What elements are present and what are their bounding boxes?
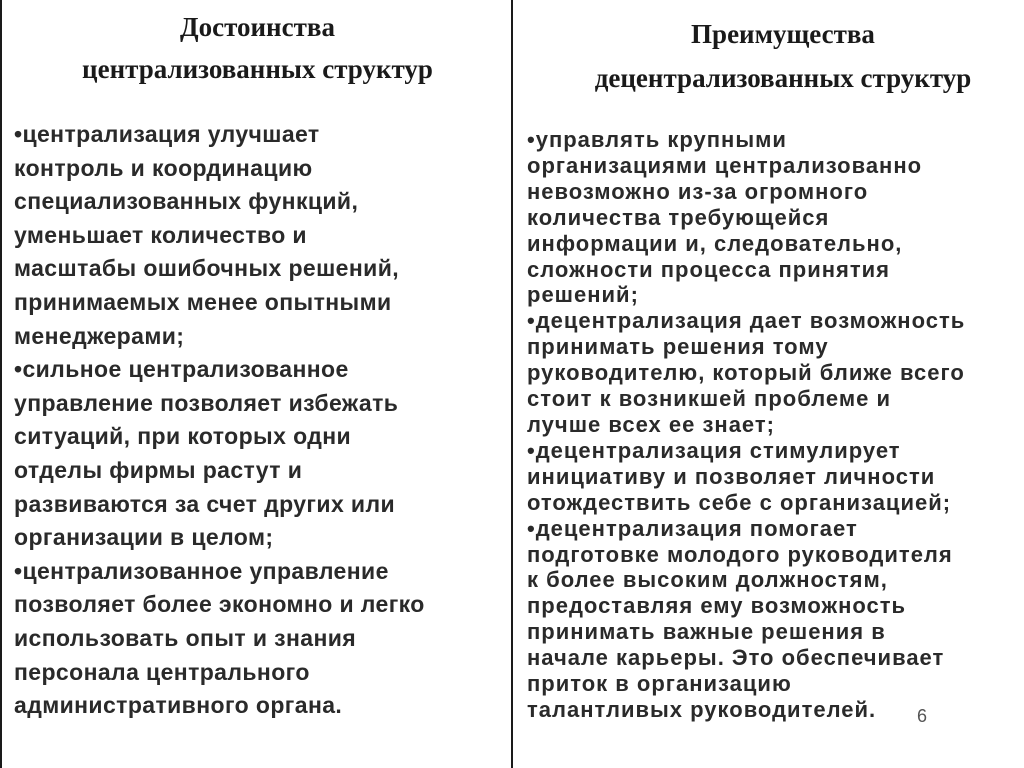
right-body-line: •децентрализация помогает bbox=[527, 515, 858, 541]
left-body-line: принимаемых менее опытными bbox=[14, 288, 392, 315]
left-body-line: •сильное централизованное bbox=[14, 356, 349, 383]
left-body-line: •централизованное управление bbox=[14, 557, 389, 584]
right-body-line: невозможно из-за огромного bbox=[527, 178, 869, 204]
right-body-line: принимать решения тому bbox=[527, 334, 829, 360]
right-body-line: информации и, следовательно, bbox=[527, 230, 903, 256]
right-body-line: подготовке молодого руководителя bbox=[527, 541, 953, 567]
left-title bbox=[2, 6, 513, 90]
left-body-line: •централизация улучшает bbox=[14, 121, 320, 147]
left-body-line: менеджерами; bbox=[14, 322, 185, 349]
left-body-line: уменьшает количество и bbox=[14, 221, 307, 248]
right-body-line: руководителю, который ближе всего bbox=[527, 360, 965, 386]
right-body-line: решений; bbox=[527, 282, 639, 308]
left-body-line: использовать опыт и знания bbox=[14, 624, 357, 651]
right-body-line: отождествить себе с организацией; bbox=[527, 489, 952, 515]
right-body-line: предоставляя ему возможность bbox=[527, 593, 907, 619]
right-body bbox=[527, 127, 965, 723]
left-body-line: специализованных функций, bbox=[14, 188, 359, 215]
left-body-line: масштабы ошибочных решений, bbox=[14, 255, 400, 282]
right-body-line: количества требующейся bbox=[527, 204, 830, 230]
page-number: 6 bbox=[917, 706, 928, 726]
right-body-line: стоит к возникшей проблеме и bbox=[527, 386, 892, 412]
right-body-line: •децентрализация стимулирует bbox=[527, 437, 901, 463]
right-title-line: Преимущества bbox=[691, 19, 875, 49]
left-body-line: персонала центрального bbox=[14, 658, 310, 685]
right-body-line: •управлять крупными bbox=[527, 127, 787, 152]
right-title bbox=[513, 12, 1024, 100]
right-title-line: децентрализованных структур bbox=[594, 63, 972, 93]
left-title-line: Достоинства bbox=[180, 12, 335, 42]
left-body-line: контроль и координацию bbox=[14, 154, 313, 181]
left-body bbox=[14, 118, 425, 723]
right-body-line: •децентрализация дает возможность bbox=[527, 308, 966, 334]
left-body-line: управление позволяет избежать bbox=[14, 389, 399, 416]
left-body-line: организации в целом; bbox=[14, 524, 274, 551]
right-body-line: сложности процесса принятия bbox=[527, 256, 890, 282]
right-body-line: начале карьеры. Это обеспечивает bbox=[527, 645, 945, 671]
right-body-line: принимать важные решения в bbox=[527, 619, 886, 645]
left-column bbox=[0, 0, 511, 768]
left-title-line: централизованных структур bbox=[82, 54, 433, 84]
right-body-line: приток в организацию bbox=[527, 671, 792, 697]
left-body-line: развиваются за счет других или bbox=[14, 490, 396, 517]
right-body-line: талантливых руководителей. bbox=[527, 696, 877, 722]
right-body-line: лучше всех ее знает; bbox=[527, 411, 775, 437]
left-body-line: ситуаций, при которых одни bbox=[14, 423, 352, 450]
right-body-line: к более высоким должностям, bbox=[527, 567, 888, 593]
right-column bbox=[511, 0, 1024, 768]
left-body-line: административного органа. bbox=[14, 692, 343, 719]
left-body-line: отделы фирмы растут и bbox=[14, 456, 303, 483]
right-body-line: организациями централизованно bbox=[527, 152, 923, 178]
left-body-line: позволяет более экономно и легко bbox=[14, 591, 425, 618]
right-body-line: инициативу и позволяет личности bbox=[527, 463, 936, 489]
